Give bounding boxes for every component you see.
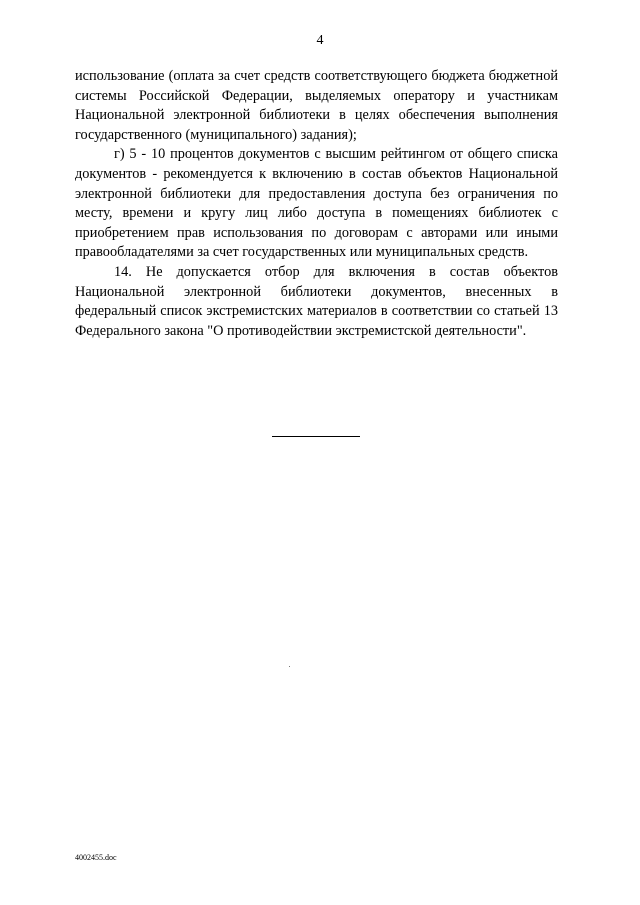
document-file-code: 4002455.doc [75, 853, 117, 862]
paragraph-continuation: использование (оплата за счет средств соответствующего бюджета бюджетной системы Российской Федерации, выделяемых оператору и участникам Национальной электронной библиотеки в целях обеспечения выполнения государственного (муниципального) задания); [75, 68, 558, 143]
scan-speck [289, 666, 290, 667]
page-number: 4 [316, 33, 324, 48]
document-body [75, 67, 558, 341]
paragraph-item-g: г) 5 - 10 процентов документов с высшим рейтингом от общего списка документов - рекомендуется к включению в состав объектов Национальной электронной библиотеки для предоставления доступа без ограничения по месту, времени и кругу лиц либо доступа в помещениях библиотек с приобретением прав использования по договорам с авторами или иными правообладателями за счет государственных или муниципальных средств. [75, 146, 558, 261]
paragraph-item-14: 14. Не допускается отбор для включения в состав объектов Национальной электронной библиотеки документов, внесенных в федеральный список экстремистских материалов в соответствии со статьей 13 Федерального закона "О противодействии экстремистской деятельности". [75, 263, 558, 339]
end-of-text-rule [272, 436, 360, 437]
